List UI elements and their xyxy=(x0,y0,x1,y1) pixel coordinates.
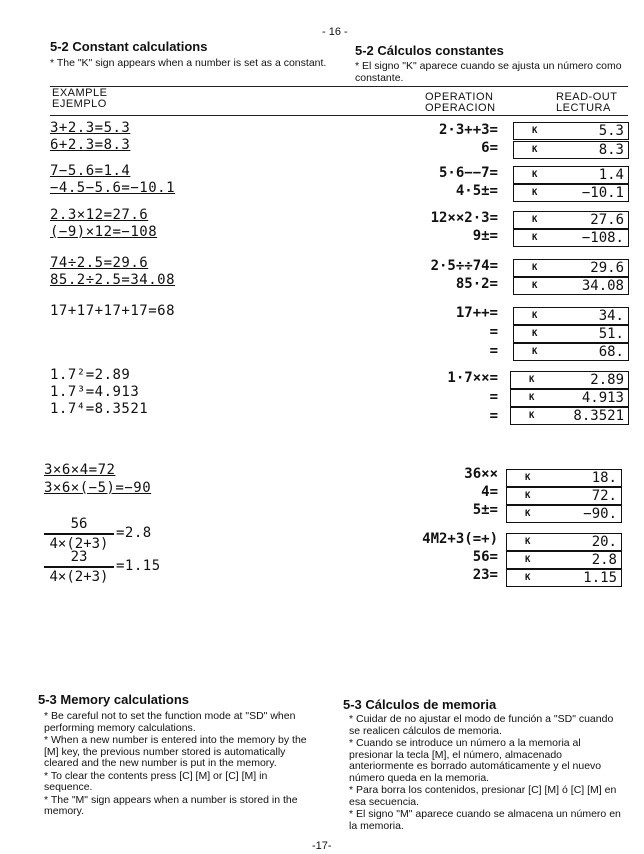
k-sign: K xyxy=(529,375,535,385)
memory-notes-en xyxy=(44,711,318,819)
header-rule-top xyxy=(50,86,628,87)
k-sign: K xyxy=(525,491,531,501)
operation-16: 4= xyxy=(481,484,498,500)
operation-12: 1·7××= xyxy=(447,370,498,386)
fraction-1-result: =2.8 xyxy=(116,525,152,541)
fraction-2-bar xyxy=(44,566,114,568)
k-sign: K xyxy=(532,329,538,339)
example-8: 85.2÷2.5=34.08 xyxy=(50,272,176,288)
k-sign: K xyxy=(532,188,538,198)
example-5: 2.3×12=27.6 xyxy=(50,207,149,223)
k-sign: K xyxy=(529,393,535,403)
readout-16: K 72. xyxy=(506,487,622,505)
example-6: (−9)×12=−108 xyxy=(50,224,158,240)
header-lectura: LECTURA xyxy=(556,102,611,114)
k-sign: K xyxy=(532,311,538,321)
readout-20: K 1.15 xyxy=(506,569,622,587)
header-ejemplo: EJEMPLO xyxy=(52,98,107,110)
fraction-2-denominator: 4×(2+3) xyxy=(49,568,109,585)
header-rule-bottom xyxy=(50,115,628,116)
header-operation: OPERATION xyxy=(425,91,494,103)
section-title-en: 5-2 Constant calculations xyxy=(50,39,208,54)
k-sign: K xyxy=(525,509,531,519)
fraction-2-numerator: 23 xyxy=(70,549,88,565)
fraction-1-denominator: 4×(2+3) xyxy=(49,535,109,552)
operation-20: 23= xyxy=(472,567,498,583)
header-example: EXAMPLE xyxy=(52,87,108,99)
readout-2: K 8.3 xyxy=(513,141,629,159)
memory-note-es-2: * Cuando se introduce un número a la memoria al presionar la tecla [M], el número, almacenado anteriormente es borrado automáticamente y el nuevo número queda en la memoria. xyxy=(349,737,602,784)
k-sign: K xyxy=(525,573,531,583)
operation-4: 4·5±= xyxy=(455,183,498,199)
fraction-1-numerator: 56 xyxy=(70,516,88,532)
fraction-2-result: =1.15 xyxy=(116,558,161,574)
example-4: −4.5−5.6=−10.1 xyxy=(50,180,176,196)
example-1: 3+2.3=5.3 xyxy=(50,120,131,136)
readout-4: K −10.1 xyxy=(513,184,629,202)
operation-9: 17++= xyxy=(455,305,498,321)
memory-note-es-1: * Cuidar de no ajustar el modo de función a "SD" cuando se realicen cálculos de memoria. xyxy=(349,713,614,737)
operation-7: 2·5÷÷74= xyxy=(430,258,498,274)
readout-13: K 4.913 xyxy=(510,389,629,407)
operation-11: = xyxy=(489,343,498,359)
example-2: 6+2.3=8.3 xyxy=(50,137,131,153)
operation-3: 5·6−−7= xyxy=(438,165,498,181)
memory-title-en: 5-3 Memory calculations xyxy=(38,692,189,707)
k-sign: K xyxy=(532,170,538,180)
readout-9: K 34. xyxy=(513,307,629,325)
example-10: 1.7²=2.89 xyxy=(50,367,131,383)
memory-title-es: 5-3 Cálculos de memoria xyxy=(343,697,497,712)
readout-3: K 1.4 xyxy=(513,166,629,184)
operation-15: 36×× xyxy=(464,466,498,482)
readout-15: K 18. xyxy=(506,469,622,487)
operation-8: 85·2= xyxy=(455,276,498,292)
example-11: 1.7³=4.913 xyxy=(50,384,140,400)
fraction-2 xyxy=(44,549,114,585)
page-number-bottom: -17- xyxy=(312,840,332,852)
operation-5: 12××2·3= xyxy=(430,210,498,226)
operation-1: 2·3++3= xyxy=(438,122,498,138)
example-12: 1.7⁴=8.3521 xyxy=(50,401,149,417)
section-title-es: 5-2 Cálculos constantes xyxy=(355,43,504,58)
k-sign: K xyxy=(529,411,535,421)
fraction-1 xyxy=(44,516,114,552)
example-7: 74÷2.5=29.6 xyxy=(50,255,149,271)
readout-11: K 68. xyxy=(513,343,629,361)
operation-17: 5±= xyxy=(472,502,498,518)
header-readout: READ-OUT xyxy=(556,91,618,103)
readout-14: K 8.3521 xyxy=(510,407,629,425)
example-13: 3×6×4=72 xyxy=(44,462,116,478)
readout-18: K 20. xyxy=(506,533,622,551)
k-sign: K xyxy=(532,233,538,243)
example-14: 3×6×(−5)=−90 xyxy=(44,480,152,496)
k-sign: K xyxy=(532,281,538,291)
operation-10: = xyxy=(489,324,498,340)
k-sign: K xyxy=(532,347,538,357)
readout-5: K 27.6 xyxy=(513,211,629,229)
k-sign: K xyxy=(532,263,538,273)
memory-note-en-4: * The "M" sign appears when a number is stored in the memory. xyxy=(44,793,298,817)
example-9: 17+17+17+17=68 xyxy=(50,303,176,319)
k-sign: K xyxy=(532,126,538,136)
readout-8: K 34.08 xyxy=(513,277,629,295)
memory-note-es-3: * Para borra los contenidos, presionar [C] [M] ó [C] [M] en esa secuencia. xyxy=(349,784,617,808)
header-operacion: OPERACION xyxy=(425,102,496,114)
operation-18: 4M2+3(=+) xyxy=(422,531,498,547)
fraction-1-bar xyxy=(44,533,114,535)
readout-7: K 29.6 xyxy=(513,259,629,277)
memory-note-en-1: * Be careful not to set the function mode at "SD" when performing memory calculations. xyxy=(44,710,296,734)
readout-6: K −108. xyxy=(513,229,629,247)
k-sign: K xyxy=(525,537,531,547)
operation-14: = xyxy=(489,408,498,424)
operation-2: 6= xyxy=(481,140,498,156)
readout-12: K 2.89 xyxy=(510,371,629,389)
operation-19: 56= xyxy=(472,549,498,565)
readout-1: K 5.3 xyxy=(513,122,629,140)
operation-6: 9±= xyxy=(472,228,498,244)
memory-notes-es xyxy=(349,714,623,833)
readout-19: K 2.8 xyxy=(506,551,622,569)
page-number-top: - 16 - xyxy=(322,26,348,38)
section-note-en: * The "K" sign appears when a number is set as a constant. xyxy=(50,57,327,69)
memory-note-es-4: * El signo "M" aparece cuando se almacena un número en la memoria. xyxy=(349,808,621,832)
section-note-es: * El signo "K" aparece cuando se ajusta un número como constante. xyxy=(355,60,622,84)
readout-10: K 51. xyxy=(513,325,629,343)
memory-note-en-3: * To clear the contents press [C] [M] or [C] [M] in sequence. xyxy=(44,769,268,793)
example-3: 7−5.6=1.4 xyxy=(50,163,131,179)
k-sign: K xyxy=(532,215,538,225)
memory-note-en-2: * When a new number is entered into the memory by the [M] key, the previous number stored is automatically cleared and the new number is put in the memory. xyxy=(44,734,307,769)
k-sign: K xyxy=(525,555,531,565)
operation-13: = xyxy=(489,389,498,405)
k-sign: K xyxy=(532,145,538,155)
readout-17: K −90. xyxy=(506,505,622,523)
k-sign: K xyxy=(525,473,531,483)
